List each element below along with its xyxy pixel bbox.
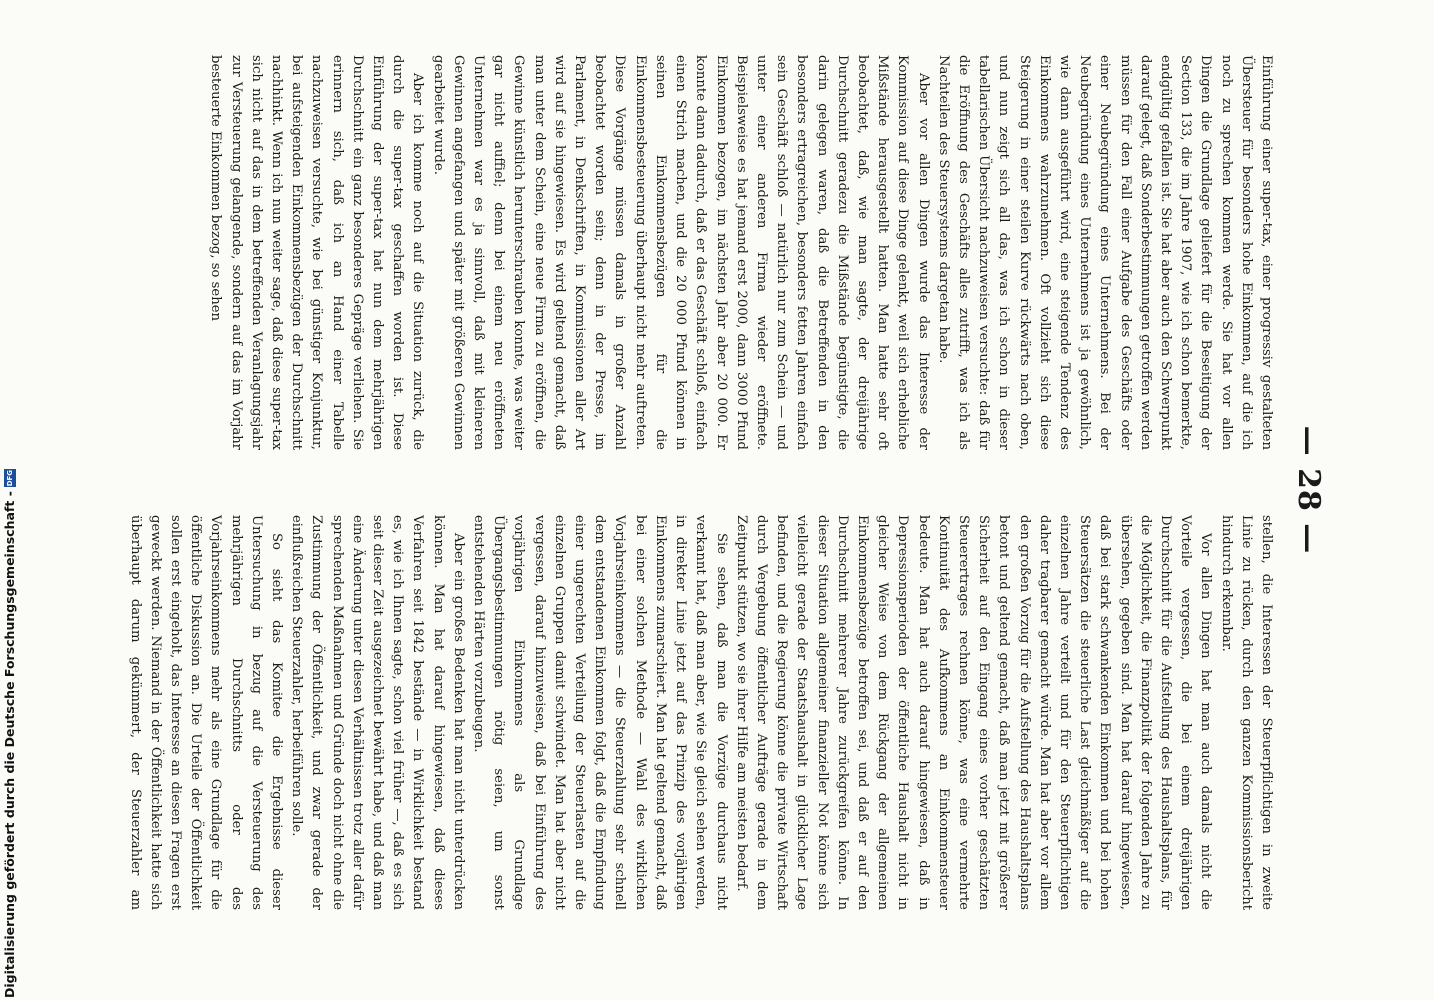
paragraph: Aber vor allen Dingen wurde das Interesse der Kommission auf diese Dinge gelenkt, weil sich erhebliche Mißstände herausgestellt hatten. Man hatte sehr oft beobachtet, daß, wie man sagte, der dreijährige Durchschnitt geradezu die Mißstände begünstigte, die darin gelegen waren, daß die Betreffenden in den besonders ertragreichen, besonders fetten Jahren einfach sein Geschäft schloß — natürlich nur zum Schein — und unter einer anderen Firma wieder eröffnete. Beispielsweise es hat jemand erst 2000, dann 3000 Pfund Einkommen bezogen, im nächsten Jahr aber 20 000. Er konnte dann dadurch, daß er das Geschäft schloß, einfach einen Strich machen, und die 20 000 Pfund können in seinen Einkommensbezügen für die Einkommensbesteuerung überhaupt nicht mehr auftreten. Diese Vorgänge müssen damals in großer Anzahl beobachtet worden sein; denn in der Presse, im Parlament, in Denkschriften, in Kommissionen aller Art wird auf sie hingewiesen. Es wird geltend gemacht, daß man unter dem Schein, eine neue Firma zu eröffnen, die Gewinne künstlich herunterschrauben konnte, was weiter gar nicht auffiel; denn bei einem neu eröffneten Unternehmen war es ja sinnvoll, daß mit kleineren Gewinnen angefangen und später mit größeren Gewinnen gearbeitet wurde. [430, 55, 931, 450]
rotated-page-content [120, 55, 1326, 925]
paragraph: So sieht das Komitee die Ergebnisse dieser Untersuchung in bezug auf die Versteuerung des mehrjährigen Durchschnitts oder des Vorjahrseinkommens mehr als eine Grundlage für die öffentliche Diskussion an. Die Urteile der Öffentlichkeit sollen erst eingeholt, das Interesse an diesen Fragen erst geweckt werden. Niemand in der Öffentlichkeit hatte sich überhaupt darum gekümmert, der Steuerzahler am [127, 515, 285, 910]
footer-text: Digitalisierung gefördert durch die Deutsche Forschungsgemeinschaft - [2, 491, 17, 998]
digitization-footer [2, 469, 17, 998]
paragraph: Vor allen Dingen hat man auch damals nicht die Vorteile vergessen, die bei einem dreijährigen Durchschnitt für die Aufstellung des Haushaltsplans, für die Möglichkeit, die Finanzpolitik der folgenden Jahre zu übersehen, gegeben sind. Man hat darauf hingewiesen, daß bei stark schwankenden Einkommen und bei hohen Steuersätzen die steuerliche Last gleichmäßiger auf die einzelnen Jahre verteilt und für den Steuerpflichtigen daher tragbarer gemacht würde. Man hat aber vor allem den großen Vorzug für die Aufstellung des Haushaltsplans betont und geltend gemacht, daß man jetzt mit größerer Sicherheit auf den Eingang eines vorher geschätzten Steuerertrages rechnen könne, was eine vermehrte Kontinuität des Aufkommens an Einkommensteuer bedeute. Man hat auch darauf hingewiesen, daß in Depressionsperioden der öffentliche Haushalt nicht in gleicher Weise von dem Rückgang der allgemeinen Einkommensbezüge betroffen sei, und daß er auf den Durchschnitt mehrerer Jahre zurückgreifen könne. In dieser Situation allgemeiner finanzieller Not könne sich vielleicht gerade der Staatshaushalt in glücklicher Lage befinden, und die Regierung könne die private Wirtschaft durch Vergebung öffentlicher Aufträge gerade in dem Zeitpunkt stützen, wo sie ihrer Hilfe am meisten bedarf. [733, 515, 1214, 910]
text-column-right [126, 515, 1276, 910]
page-number: — 28 — [1291, 425, 1326, 555]
paragraph: stellen, die Interessen der Steuerpflichtigen in zweite Linie zu rücken, durch den ganzen Kommissionsbericht hindurch erkennbar. [1218, 515, 1274, 910]
paragraph: Aber ich komme noch auf die Situation zurück, die durch die super-tax geschaffen worden ist. Diese Einführung der super-tax hat nun dem mehrjährigen Durchschnitt ein ganz besonderes Gepräge verliehen. Sie erinnern sich, daß ich an Hand einer Tabelle nachzuweisen versuchte, wie bei günstiger Konjunktur, bei aufsteigenden Einkommensbezügen der Durchschnitt nachhinkt. Wenn ich nun weiter sage, daß diese super-tax sich nicht auf das in dem betreffenden Veranlagungsjahr zur Versteuerung gelangende, sondern auf das im Vorjahr besteuerte Einkommen bezog, so sehen [208, 55, 426, 450]
text-column-left [126, 55, 1276, 450]
dfg-logo-icon: DFG [5, 469, 14, 487]
paragraph: Einführung einer super-tax, einer progressiv gestalteten Übersteuer für besonders hohe Einkommen, auf die ich noch zu sprechen kommen werde. Sie hat vor allen Dingen die Grundlage geliefert für die Beseitigung der Section 133, die im Jahre 1907, wie ich schon bemerkte, endgültig gefallen ist. Sie hat aber auch den Schwerpunkt darauf gelegt, daß Sonderbestimmungen getroffen werden müssen für den Fall einer Aufgabe des Geschäfts oder einer Neubegründung eines Unternehmens. Bei der Neubegründung eines Unternehmens ist ja gewöhnlich, wie dann ausgeführt wird, eine steigende Tendenz des Einkommens wahrzunehmen. Oft vollzieht sich diese Steigerung in einer steilen Kurve rückwärts nach oben, und nun zeigt sich all das, was ich schon in dieser tabellarischen Übersicht nachzuweisen versuchte: daß für die Eröffnung des Geschäfts alles zutrifft, was ich als Nachteilen des Steuersystems dargetan habe. [935, 55, 1274, 450]
paragraph: Aber ein großes Bedenken hat man nicht unterdrücken können. Man hat darauf hingewiesen, daß dieses Verfahren seit 1842 bestände — in Wirklichkeit bestand es, wie ich Ihnen sagte, schon viel früher —, daß es sich seit dieser Zeit ausgezeichnet bewährt habe, und daß man eine Änderung unter diesen Verhältnissen trotz aller dafür sprechenden Maßnahmen und Gründe doch nicht ohne die Zustimmung der Öffentlichkeit, und zwar gerade der einflußreichen Steuerzahler, herbeiführen solle. [289, 515, 466, 910]
paragraph: Sie sehen, daß man die Vorzüge durchaus nicht verkannt hat, daß man aber, wie Sie gleich sehen werden, in direkter Linie jetzt auf das Prinzip des vorjährigen Einkommens zumarschiert. Man hat geltend gemacht, daß bei einer solchen Methode — Wahl des wirklichen Vorjahrseinkommens — die Steuerzahlung sehr schnell dem entstandenen Einkommen folgt, daß die Empfindung einer ungerechten Verteilung der Steuerlasten auf die einzelnen Gruppen damit schwindet. Man hat aber nicht vergessen, darauf hinzuweisen, daß bei Einführung des vorjährigen Einkommens als Grundlage Übergangsbestimmungen nötig seien, um sonst entstehenden Härten vorzubeugen. [471, 515, 729, 910]
